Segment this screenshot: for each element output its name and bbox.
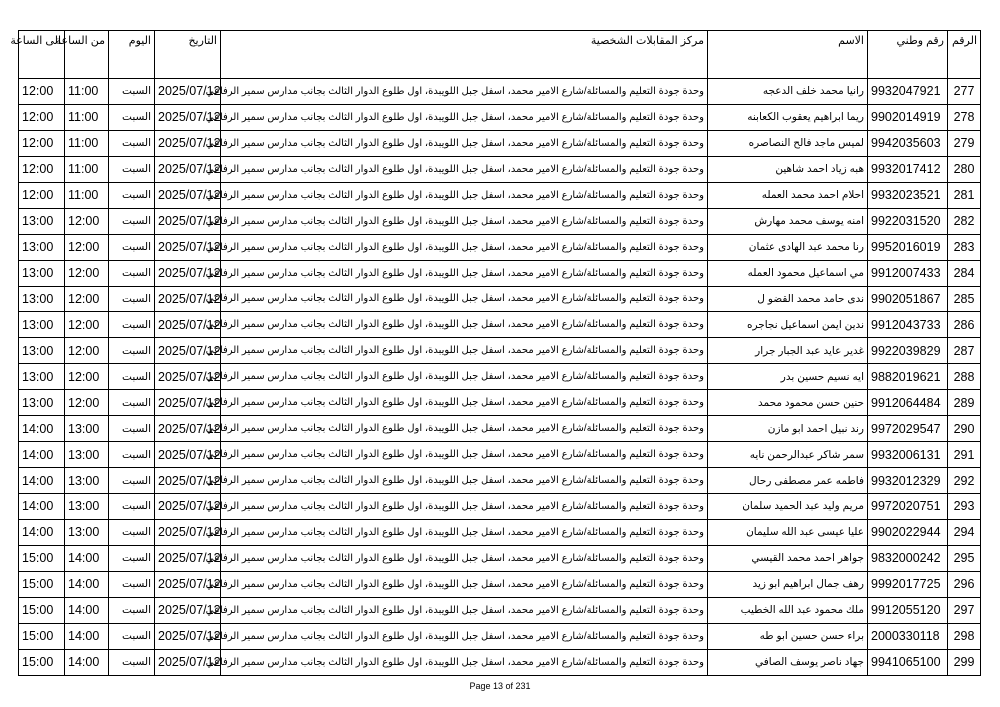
cell-name: رنا محمد عبد الهادى عثمان: [708, 234, 868, 260]
table-row: [19, 338, 981, 364]
cell-center: وحدة جودة التعليم والمسائلة/شارع الامير محمد، اسفل جبل اللويبدة، اول طلوع الدوار الثالث بجانب مدارس سمير الرفاعي: [221, 442, 708, 468]
cell-name: رند نبيل احمد ابو مازن: [708, 416, 868, 442]
cell-from-time: 12:00: [65, 390, 109, 416]
cell-to-time: 15:00: [19, 597, 65, 623]
cell-national-id: 9882019621: [868, 364, 948, 390]
cell-national-id: 9972020751: [868, 494, 948, 520]
cell-center: وحدة جودة التعليم والمسائلة/شارع الامير محمد، اسفل جبل اللويبدة، اول طلوع الدوار الثالث بجانب مدارس سمير الرفاعي: [221, 182, 708, 208]
cell-num: 293: [948, 494, 981, 520]
cell-from-time: 12:00: [65, 338, 109, 364]
cell-date: 2025/07/12: [155, 571, 221, 597]
header-center: مركز المقابلات الشخصية: [221, 31, 708, 79]
cell-center: وحدة جودة التعليم والمسائلة/شارع الامير محمد، اسفل جبل اللويبدة، اول طلوع الدوار الثالث بجانب مدارس سمير الرفاعي: [221, 545, 708, 571]
cell-name: حنين حسن محمود محمد: [708, 390, 868, 416]
table-row: [19, 130, 981, 156]
cell-num: 291: [948, 442, 981, 468]
cell-num: 288: [948, 364, 981, 390]
cell-center: وحدة جودة التعليم والمسائلة/شارع الامير محمد، اسفل جبل اللويبدة، اول طلوع الدوار الثالث بجانب مدارس سمير الرفاعي: [221, 390, 708, 416]
cell-from-time: 13:00: [65, 442, 109, 468]
cell-from-time: 13:00: [65, 468, 109, 494]
cell-num: 295: [948, 545, 981, 571]
cell-national-id: 9932017412: [868, 156, 948, 182]
cell-to-time: 12:00: [19, 130, 65, 156]
cell-to-time: 12:00: [19, 79, 65, 105]
cell-from-time: 12:00: [65, 286, 109, 312]
cell-date: 2025/07/12: [155, 156, 221, 182]
header-national-id: رقم وطني: [868, 31, 948, 79]
cell-date: 2025/07/12: [155, 649, 221, 675]
cell-num: 281: [948, 182, 981, 208]
cell-to-time: 13:00: [19, 312, 65, 338]
cell-name: غدير عايد عبد الجبار جرار: [708, 338, 868, 364]
cell-day: السبت: [109, 156, 155, 182]
cell-to-time: 13:00: [19, 338, 65, 364]
table-row: [19, 156, 981, 182]
cell-name: براء حسن حسين ابو طه: [708, 623, 868, 649]
cell-name: هبه زياد احمد شاهين: [708, 156, 868, 182]
cell-national-id: 9941065100: [868, 649, 948, 675]
cell-date: 2025/07/12: [155, 494, 221, 520]
cell-center: وحدة جودة التعليم والمسائلة/شارع الامير محمد، اسفل جبل اللويبدة، اول طلوع الدوار الثالث بجانب مدارس سمير الرفاعي: [221, 130, 708, 156]
cell-date: 2025/07/12: [155, 390, 221, 416]
cell-to-time: 14:00: [19, 442, 65, 468]
cell-center: وحدة جودة التعليم والمسائلة/شارع الامير محمد، اسفل جبل اللويبدة، اول طلوع الدوار الثالث بجانب مدارس سمير الرفاعي: [221, 468, 708, 494]
table-row: [19, 597, 981, 623]
cell-national-id: 9932012329: [868, 468, 948, 494]
cell-national-id: 9902014919: [868, 104, 948, 130]
cell-name: رانيا محمد خلف الدعجه: [708, 79, 868, 105]
page-number: Page 13 of 231: [469, 681, 531, 691]
cell-day: السبت: [109, 442, 155, 468]
cell-center: وحدة جودة التعليم والمسائلة/شارع الامير محمد، اسفل جبل اللويبدة، اول طلوع الدوار الثالث بجانب مدارس سمير الرفاعي: [221, 519, 708, 545]
cell-date: 2025/07/12: [155, 364, 221, 390]
cell-date: 2025/07/12: [155, 442, 221, 468]
cell-from-time: 12:00: [65, 260, 109, 286]
cell-name: ايه نسيم حسين بدر: [708, 364, 868, 390]
cell-from-time: 12:00: [65, 364, 109, 390]
cell-num: 279: [948, 130, 981, 156]
header-date: التاريخ: [155, 31, 221, 79]
cell-day: السبت: [109, 597, 155, 623]
cell-num: 296: [948, 571, 981, 597]
cell-day: السبت: [109, 104, 155, 130]
cell-center: وحدة جودة التعليم والمسائلة/شارع الامير محمد، اسفل جبل اللويبدة، اول طلوع الدوار الثالث بجانب مدارس سمير الرفاعي: [221, 286, 708, 312]
cell-date: 2025/07/12: [155, 182, 221, 208]
cell-to-time: 14:00: [19, 468, 65, 494]
cell-national-id: 9912064484: [868, 390, 948, 416]
cell-date: 2025/07/12: [155, 338, 221, 364]
cell-date: 2025/07/12: [155, 79, 221, 105]
cell-name: امنه يوسف محمد مهارش: [708, 208, 868, 234]
cell-center: وحدة جودة التعليم والمسائلة/شارع الامير محمد، اسفل جبل اللويبدة، اول طلوع الدوار الثالث بجانب مدارس سمير الرفاعي: [221, 623, 708, 649]
cell-national-id: 9932047921: [868, 79, 948, 105]
table-row: [19, 104, 981, 130]
cell-date: 2025/07/12: [155, 416, 221, 442]
cell-date: 2025/07/12: [155, 623, 221, 649]
table-row: [19, 519, 981, 545]
cell-name: ريما ابراهيم يعقوب الكعابنه: [708, 104, 868, 130]
cell-center: وحدة جودة التعليم والمسائلة/شارع الامير محمد، اسفل جبل اللويبدة، اول طلوع الدوار الثالث بجانب مدارس سمير الرفاعي: [221, 649, 708, 675]
cell-day: السبت: [109, 364, 155, 390]
table-row: [19, 79, 981, 105]
table-row: [19, 312, 981, 338]
cell-national-id: 9932006131: [868, 442, 948, 468]
cell-name: لميس ماجد فالح النصاصره: [708, 130, 868, 156]
cell-name: عليا عيسى عبد الله سليمان: [708, 519, 868, 545]
cell-day: السبت: [109, 286, 155, 312]
cell-from-time: 11:00: [65, 182, 109, 208]
schedule-sheet: [10, 30, 980, 676]
cell-num: 287: [948, 338, 981, 364]
cell-center: وحدة جودة التعليم والمسائلة/شارع الامير محمد، اسفل جبل اللويبدة، اول طلوع الدوار الثالث بجانب مدارس سمير الرفاعي: [221, 494, 708, 520]
cell-national-id: 9912043733: [868, 312, 948, 338]
cell-num: 283: [948, 234, 981, 260]
cell-name: رهف جمال ابراهيم ابو زيد: [708, 571, 868, 597]
cell-national-id: 9942035603: [868, 130, 948, 156]
cell-center: وحدة جودة التعليم والمسائلة/شارع الامير محمد، اسفل جبل اللويبدة، اول طلوع الدوار الثالث بجانب مدارس سمير الرفاعي: [221, 79, 708, 105]
cell-from-time: 12:00: [65, 234, 109, 260]
cell-num: 282: [948, 208, 981, 234]
cell-date: 2025/07/12: [155, 260, 221, 286]
table-row: [19, 571, 981, 597]
cell-name: جواهر احمد محمد القيسي: [708, 545, 868, 571]
cell-date: 2025/07/12: [155, 468, 221, 494]
cell-center: وحدة جودة التعليم والمسائلة/شارع الامير محمد، اسفل جبل اللويبدة، اول طلوع الدوار الثالث بجانب مدارس سمير الرفاعي: [221, 156, 708, 182]
cell-center: وحدة جودة التعليم والمسائلة/شارع الامير محمد، اسفل جبل اللويبدة، اول طلوع الدوار الثالث بجانب مدارس سمير الرفاعي: [221, 104, 708, 130]
cell-to-time: 13:00: [19, 390, 65, 416]
header-name: الاسم: [708, 31, 868, 79]
cell-name: سمر شاكر عبدالرحمن نايه: [708, 442, 868, 468]
cell-num: 297: [948, 597, 981, 623]
cell-from-time: 12:00: [65, 312, 109, 338]
cell-num: 292: [948, 468, 981, 494]
cell-center: وحدة جودة التعليم والمسائلة/شارع الامير محمد، اسفل جبل اللويبدة، اول طلوع الدوار الثالث بجانب مدارس سمير الرفاعي: [221, 597, 708, 623]
cell-day: السبت: [109, 182, 155, 208]
table-row: [19, 364, 981, 390]
cell-to-time: 13:00: [19, 286, 65, 312]
table-row: [19, 545, 981, 571]
cell-num: 280: [948, 156, 981, 182]
cell-from-time: 11:00: [65, 130, 109, 156]
cell-national-id: 9992017725: [868, 571, 948, 597]
cell-day: السبت: [109, 338, 155, 364]
header-from-time: من الساعة: [65, 31, 109, 79]
cell-day: السبت: [109, 494, 155, 520]
cell-day: السبت: [109, 208, 155, 234]
cell-name: ملك محمود عبد الله الخطيب: [708, 597, 868, 623]
cell-national-id: 9912007433: [868, 260, 948, 286]
cell-national-id: 9902051867: [868, 286, 948, 312]
cell-day: السبت: [109, 545, 155, 571]
cell-to-time: 15:00: [19, 545, 65, 571]
cell-day: السبت: [109, 519, 155, 545]
cell-national-id: 9912055120: [868, 597, 948, 623]
cell-to-time: 12:00: [19, 156, 65, 182]
cell-date: 2025/07/12: [155, 286, 221, 312]
cell-to-time: 12:00: [19, 104, 65, 130]
table-row: [19, 234, 981, 260]
cell-from-time: 12:00: [65, 208, 109, 234]
cell-from-time: 11:00: [65, 156, 109, 182]
cell-to-time: 13:00: [19, 260, 65, 286]
cell-to-time: 13:00: [19, 364, 65, 390]
cell-national-id: 2000330118: [868, 623, 948, 649]
cell-num: 299: [948, 649, 981, 675]
header-to-time: الى الساعة: [19, 31, 65, 79]
table-row: [19, 416, 981, 442]
cell-name: جهاد ناصر يوسف الصافي: [708, 649, 868, 675]
table-row: [19, 260, 981, 286]
cell-center: وحدة جودة التعليم والمسائلة/شارع الامير محمد، اسفل جبل اللويبدة، اول طلوع الدوار الثالث بجانب مدارس سمير الرفاعي: [221, 571, 708, 597]
cell-national-id: 9922039829: [868, 338, 948, 364]
table-row: [19, 286, 981, 312]
cell-from-time: 14:00: [65, 623, 109, 649]
table-body: [19, 79, 981, 676]
cell-date: 2025/07/12: [155, 545, 221, 571]
cell-name: مي اسماعيل محمود العمله: [708, 260, 868, 286]
cell-to-time: 12:00: [19, 182, 65, 208]
cell-from-time: 14:00: [65, 545, 109, 571]
cell-date: 2025/07/12: [155, 104, 221, 130]
cell-national-id: 9972029547: [868, 416, 948, 442]
table-row: [19, 649, 981, 675]
header-num: الرقم: [948, 31, 981, 79]
cell-from-time: 14:00: [65, 571, 109, 597]
cell-date: 2025/07/12: [155, 312, 221, 338]
cell-to-time: 13:00: [19, 234, 65, 260]
cell-to-time: 14:00: [19, 519, 65, 545]
cell-day: السبت: [109, 416, 155, 442]
cell-day: السبت: [109, 623, 155, 649]
cell-national-id: 9902022944: [868, 519, 948, 545]
cell-from-time: 13:00: [65, 494, 109, 520]
table-row: [19, 442, 981, 468]
cell-date: 2025/07/12: [155, 208, 221, 234]
cell-from-time: 14:00: [65, 597, 109, 623]
cell-national-id: 9832000242: [868, 545, 948, 571]
cell-center: وحدة جودة التعليم والمسائلة/شارع الامير محمد، اسفل جبل اللويبدة، اول طلوع الدوار الثالث بجانب مدارس سمير الرفاعي: [221, 312, 708, 338]
table-row: [19, 182, 981, 208]
cell-center: وحدة جودة التعليم والمسائلة/شارع الامير محمد، اسفل جبل اللويبدة، اول طلوع الدوار الثالث بجانب مدارس سمير الرفاعي: [221, 234, 708, 260]
cell-national-id: 9952016019: [868, 234, 948, 260]
cell-day: السبت: [109, 260, 155, 286]
cell-day: السبت: [109, 468, 155, 494]
cell-date: 2025/07/12: [155, 130, 221, 156]
cell-day: السبت: [109, 79, 155, 105]
cell-num: 285: [948, 286, 981, 312]
cell-from-time: 13:00: [65, 416, 109, 442]
header-day: اليوم: [109, 31, 155, 79]
cell-national-id: 9922031520: [868, 208, 948, 234]
cell-name: ندى حامد محمد القضو ل: [708, 286, 868, 312]
cell-to-time: 13:00: [19, 208, 65, 234]
cell-from-time: 13:00: [65, 519, 109, 545]
cell-center: وحدة جودة التعليم والمسائلة/شارع الامير محمد، اسفل جبل اللويبدة، اول طلوع الدوار الثالث بجانب مدارس سمير الرفاعي: [221, 416, 708, 442]
cell-day: السبت: [109, 234, 155, 260]
cell-name: فاطمه عمر مصطفى رحال: [708, 468, 868, 494]
table-header-row: [19, 31, 981, 79]
cell-day: السبت: [109, 649, 155, 675]
cell-center: وحدة جودة التعليم والمسائلة/شارع الامير محمد، اسفل جبل اللويبدة، اول طلوع الدوار الثالث بجانب مدارس سمير الرفاعي: [221, 260, 708, 286]
table-row: [19, 468, 981, 494]
cell-date: 2025/07/12: [155, 519, 221, 545]
cell-day: السبت: [109, 571, 155, 597]
cell-from-time: 14:00: [65, 649, 109, 675]
cell-to-time: 15:00: [19, 571, 65, 597]
cell-date: 2025/07/12: [155, 597, 221, 623]
cell-to-time: 15:00: [19, 623, 65, 649]
cell-from-time: 11:00: [65, 104, 109, 130]
cell-national-id: 9932023521: [868, 182, 948, 208]
cell-name: احلام احمد محمد العمله: [708, 182, 868, 208]
cell-num: 277: [948, 79, 981, 105]
cell-num: 289: [948, 390, 981, 416]
cell-num: 298: [948, 623, 981, 649]
table-row: [19, 494, 981, 520]
cell-day: السبت: [109, 312, 155, 338]
cell-name: مريم وليد عبد الحميد سلمان: [708, 494, 868, 520]
interview-schedule-table: [10, 30, 981, 676]
cell-num: 284: [948, 260, 981, 286]
cell-center: وحدة جودة التعليم والمسائلة/شارع الامير محمد، اسفل جبل اللويبدة، اول طلوع الدوار الثالث بجانب مدارس سمير الرفاعي: [221, 338, 708, 364]
cell-num: 294: [948, 519, 981, 545]
cell-from-time: 11:00: [65, 79, 109, 105]
cell-day: السبت: [109, 130, 155, 156]
cell-center: وحدة جودة التعليم والمسائلة/شارع الامير محمد، اسفل جبل اللويبدة، اول طلوع الدوار الثالث بجانب مدارس سمير الرفاعي: [221, 364, 708, 390]
table-row: [19, 208, 981, 234]
cell-to-time: 14:00: [19, 494, 65, 520]
cell-num: 290: [948, 416, 981, 442]
cell-to-time: 15:00: [19, 649, 65, 675]
cell-num: 278: [948, 104, 981, 130]
cell-date: 2025/07/12: [155, 234, 221, 260]
table-row: [19, 390, 981, 416]
cell-num: 286: [948, 312, 981, 338]
cell-day: السبت: [109, 390, 155, 416]
cell-center: وحدة جودة التعليم والمسائلة/شارع الامير محمد، اسفل جبل اللويبدة، اول طلوع الدوار الثالث بجانب مدارس سمير الرفاعي: [221, 208, 708, 234]
table-row: [19, 623, 981, 649]
cell-name: ندين ايمن اسماعيل نجاجره: [708, 312, 868, 338]
cell-to-time: 14:00: [19, 416, 65, 442]
